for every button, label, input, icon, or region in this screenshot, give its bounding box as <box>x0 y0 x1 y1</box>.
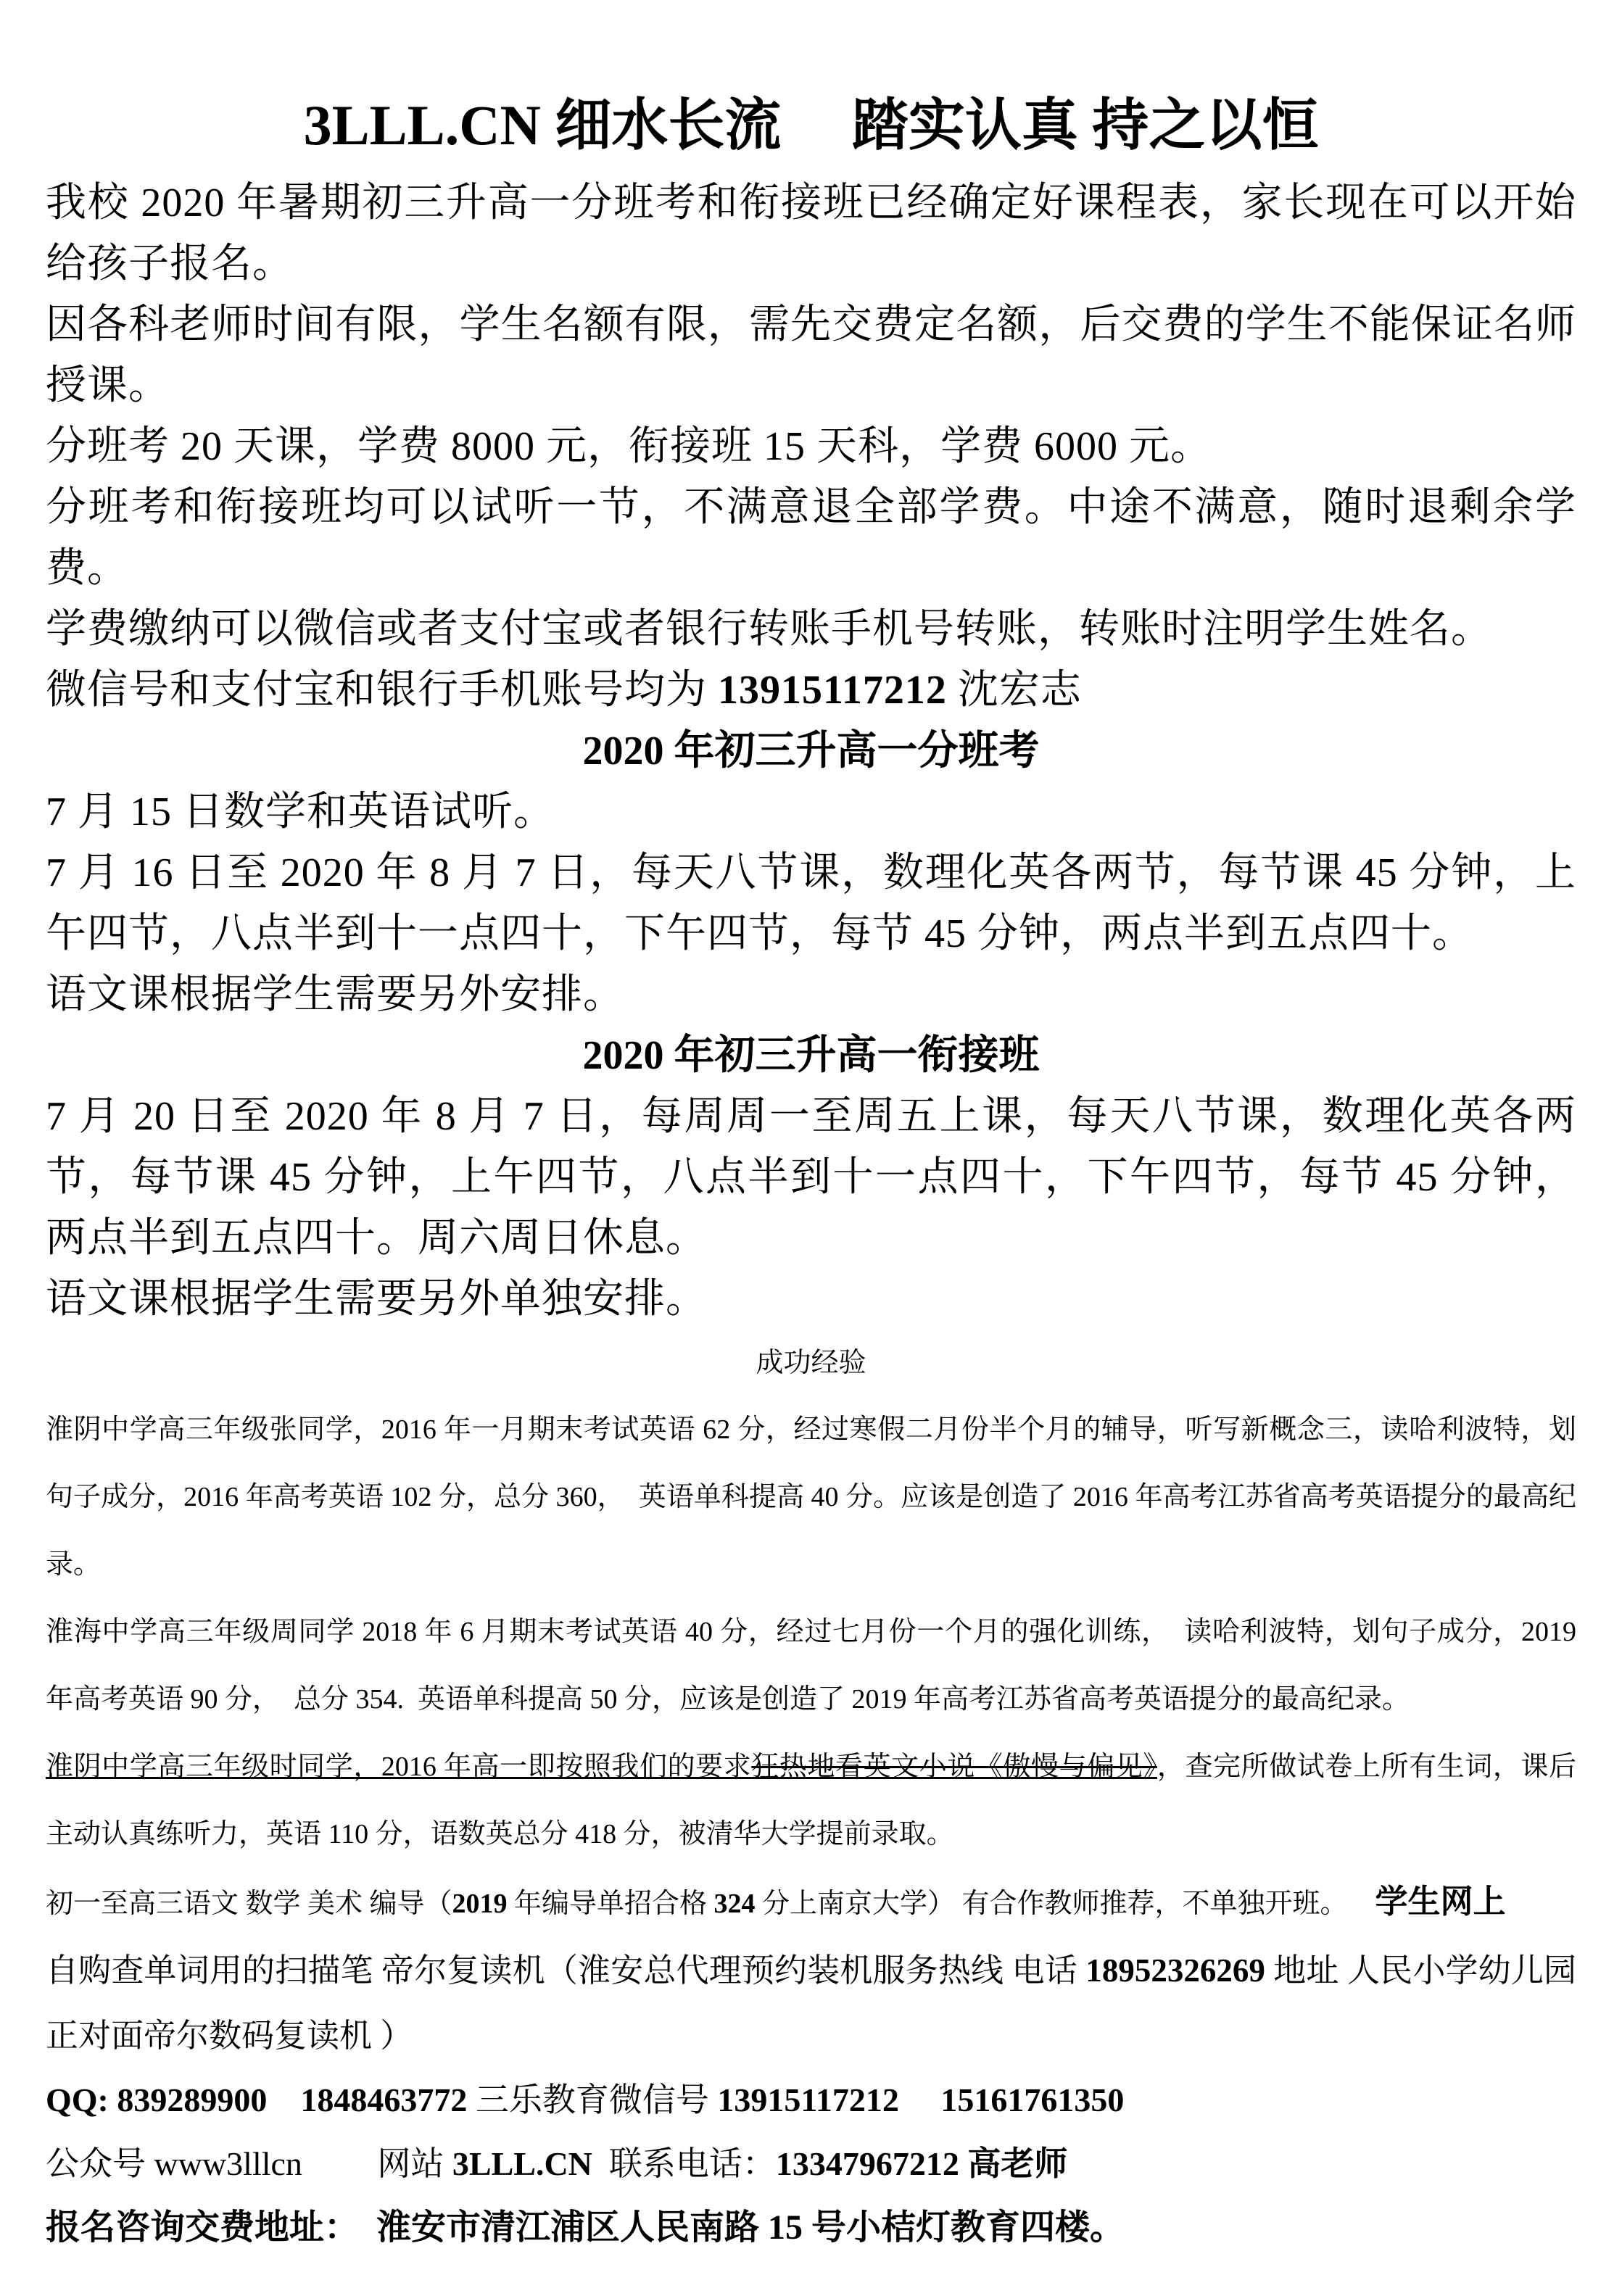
text-segment: 分上南京大学） 有合作教师推荐，不单独开班。 <box>755 1889 1375 1919</box>
text-segment: 7 月 16 日至 2020 年 8 月 7 日，每天八节课，数理化英各两节，每节课 45 分钟，上午四节，八点半到十一点四十，下午四节，每节 45 分钟，两点半到五点四十。 <box>46 850 1577 956</box>
body-paragraph <box>46 660 1576 721</box>
story-paragraph <box>46 1733 1576 1868</box>
success-heading <box>46 1330 1576 1396</box>
contact-line <box>46 2196 1576 2260</box>
text-segment: 因各科老师时间有限，学生名额有限，需先交费定名额，后交费的学生不能保证名师授课。 <box>46 302 1576 408</box>
text-segment: 公众号 www3lllcn 网站 <box>46 2145 452 2182</box>
text-segment: 初一至高三语文 数学 美术 编导（ <box>46 1889 452 1919</box>
contact-line <box>46 2068 1576 2132</box>
text-segment: 淮阴中学高三年级张同学，2016 年一月期末考试英语 62 分，经过寒假二月份半个月的辅导，听写新概念三，读哈利波特，划句子成分，2016 年高考英语 102 分，总分 360， 英语单科提高 40 分。应该是创造了 2016 年高考江苏省高考英语提分的最高纪录。 <box>46 1414 1576 1580</box>
contact-line <box>46 2132 1576 2196</box>
body-paragraph <box>46 1269 1576 1330</box>
body-paragraph <box>46 1086 1576 1269</box>
story-paragraph <box>46 1599 1584 1733</box>
text-segment: 沈宏志 <box>946 668 1082 713</box>
story-paragraph <box>46 1396 1576 1599</box>
body-paragraph <box>46 416 1576 477</box>
text-segment: 7 月 20 日至 2020 年 8 月 7 日，每周周一至周五上课，每天八节课，数理化英各两节，每节课 45 分钟，上午四节，八点半到十一点四十，下午四节，每节 45 分钟，两点半到五点四十。周六周日休息。 <box>46 1094 1576 1261</box>
text-segment: 学生网上 <box>1375 1883 1506 1920</box>
section-heading <box>46 721 1576 782</box>
text-segment: 淮阴中学高三年级时同学，2016 年高一即按照我们的要求 <box>46 1752 752 1782</box>
text-segment: 自购查单词用的扫描笔 帝尔复读机（淮安总代理预约装机服务热线 电话 <box>46 1952 1086 1989</box>
text-segment: 我校 2020 年暑期初三升高一分班考和衔接班已经确定好课程表，家长现在可以开始给孩子报名。 <box>46 181 1576 286</box>
text-segment: 3LLL.CN <box>452 2145 592 2182</box>
body-paragraph <box>46 782 1576 842</box>
text-segment: QQ: 839289900 1848463772 <box>46 2081 476 2118</box>
body-paragraph <box>46 842 1576 964</box>
text-segment: 三乐教育微信号 <box>475 2081 718 2118</box>
text-segment: 联系电话： <box>592 2145 776 2182</box>
text-segment: 分班考 20 天课，学费 8000 元，衔接班 15 天科，学费 6000 元。 <box>46 424 1212 469</box>
text-segment: 狂热地看英文小说《傲慢与偏见》 <box>751 1752 1157 1782</box>
section-heading <box>46 1025 1576 1086</box>
body-paragraph <box>46 964 1576 1025</box>
text-segment: 324 <box>713 1889 756 1919</box>
text-segment: 2020 年初三升高一分班考 <box>582 729 1040 774</box>
text-segment: 地址 人民小学幼儿园正对面帝尔数码复读机 ） <box>46 1952 1576 2054</box>
text-segment: 学费缴纳可以微信或者支付宝或者银行转账手机号转账，转账时注明学生姓名。 <box>46 607 1492 652</box>
body-paragraph <box>46 477 1576 599</box>
document-content <box>46 173 1584 2260</box>
text-segment: 语文课根据学生需要另外单独安排。 <box>46 1277 707 1322</box>
text-segment: 微信号和支付宝和银行手机账号均为 <box>46 668 718 713</box>
text-segment: 报名咨询交费地址： 淮安市清江浦区人民南路 15 号小桔灯教育四楼。 <box>46 2208 1125 2247</box>
text-segment: ，查完所做试卷上所有生词，课后主动认真练听力，英语 110 分，语数英总分 418 分，被清华大学提前录取。 <box>46 1752 1576 1849</box>
text-segment: 2020 年初三升高一衔接班 <box>582 1033 1040 1078</box>
text-segment: 13915117212 15161761350 <box>717 2081 1125 2118</box>
story-paragraph <box>46 1868 1576 1938</box>
body-paragraph <box>46 599 1576 660</box>
text-segment: 18952326269 <box>1085 1952 1265 1989</box>
text-segment: 年编导单招合格 <box>507 1889 714 1919</box>
page-title: 3LLL.CN 细水长流 踏实认真 持之以恒 <box>303 94 1319 157</box>
text-segment: 13915117212 <box>718 668 947 713</box>
text-segment: 2019 <box>452 1889 508 1919</box>
text-segment: 7 月 15 日数学和英语试听。 <box>46 789 555 834</box>
body-paragraph <box>46 294 1576 416</box>
text-segment: 成功经验 <box>756 1348 866 1378</box>
text-segment: 分班考和衔接班均可以试听一节，不满意退全部学费。中途不满意，随时退剩余学费。 <box>46 485 1576 591</box>
note-paragraph <box>46 1938 1576 2068</box>
text-segment: 语文课根据学生需要另外安排。 <box>46 972 624 1017</box>
text-segment: 淮海中学高三年级周同学 2018 年 6 月期末考试英语 40 分，经过七月份一个月的强化训练， 读哈利波特，划句子成分，2019 年高考英语 90 分， 总分 354. 英语单科提高 50 分，应该是创造了 2019 年高考江苏省高考英语提分的最高纪录。 <box>46 1617 1584 1715</box>
body-paragraph <box>46 173 1576 294</box>
text-segment: 13347967212 高老师 <box>775 2145 1068 2182</box>
